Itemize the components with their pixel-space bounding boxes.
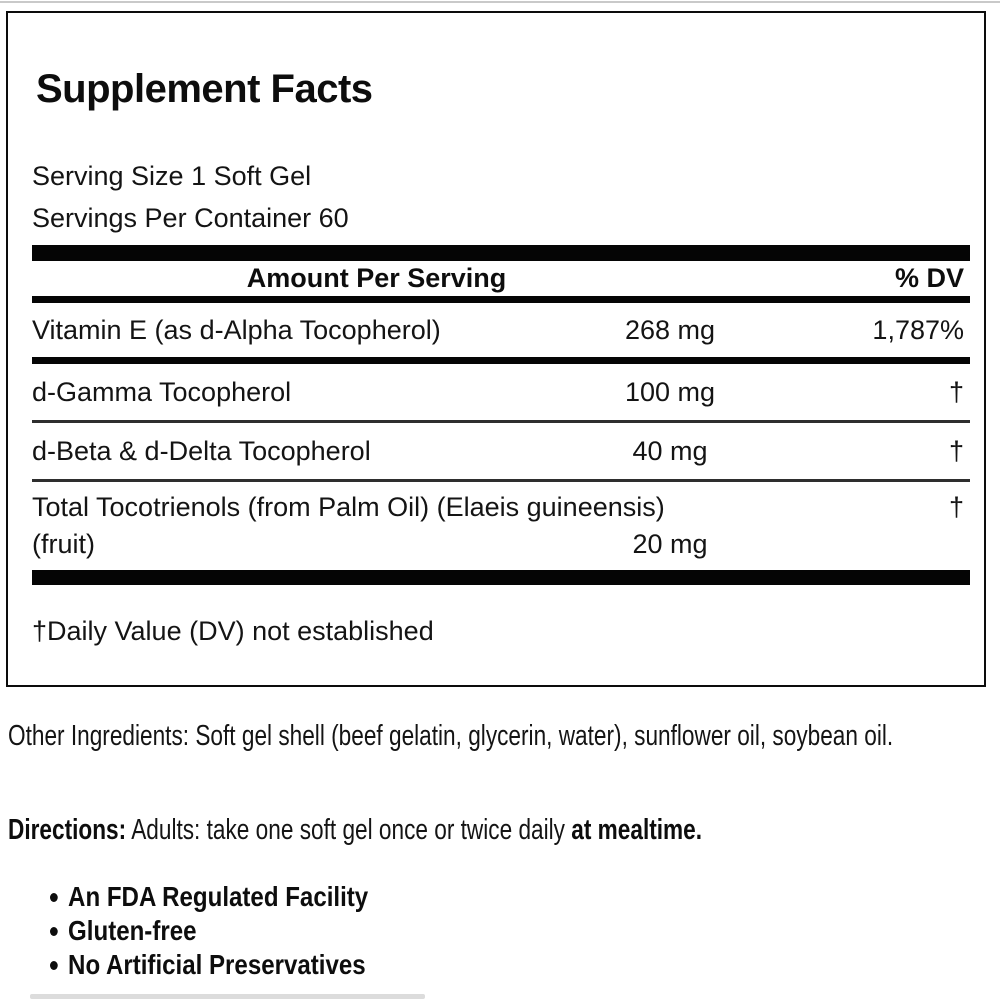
nutrient-row-beta-delta-tocopherol <box>32 423 970 479</box>
nutrient-amount: 40 mg <box>632 436 708 466</box>
separator-bar-medium <box>32 357 970 364</box>
directions-text <box>8 813 975 848</box>
daily-value-footnote: †Daily Value (DV) not established <box>32 616 434 646</box>
supplement-facts-title: Supplement Facts <box>36 67 373 111</box>
nutrient-amount: 268 mg <box>624 315 716 345</box>
serving-size-text: Serving Size 1 Soft Gel <box>32 161 312 191</box>
nutrient-dv: † <box>948 436 964 466</box>
bullet-dot-icon <box>50 893 58 902</box>
bullet-item-gluten-free <box>50 914 652 948</box>
nutrient-row-gamma-tocopherol <box>32 364 970 420</box>
nutrient-amount: 100 mg <box>624 377 716 407</box>
nutrient-name: d-Beta & d-Delta Tocopherol <box>32 436 371 466</box>
nutrient-dv: † <box>948 377 964 407</box>
bullet-item-label: Gluten-free <box>68 915 197 946</box>
nutrient-row-vitamin-e <box>32 303 970 357</box>
bullet-dot-icon <box>50 927 58 936</box>
directions-label: Directions: <box>8 814 127 846</box>
separator-bar-bottom <box>32 570 970 585</box>
nutrient-dv: † <box>948 492 964 522</box>
separator-bar-under-header <box>32 296 970 303</box>
nutrient-name: d-Gamma Tocopherol <box>32 377 292 407</box>
other-ingredients-text: Other Ingredients: Soft gel shell (beef gelatin, glycerin, water), sunflower oil, soybean oil. <box>8 720 894 752</box>
benefit-bullet-list <box>50 880 652 982</box>
separator-bar-top <box>32 245 970 261</box>
photo-bottom-edge <box>30 994 425 999</box>
bullet-dot-icon <box>50 961 58 970</box>
nutrient-name: Total Tocotrienols (from Palm Oil) (Elaeis guineensis) <box>32 492 665 522</box>
directions-emphasis: at mealtime. <box>571 814 703 846</box>
table-header-row <box>32 261 970 296</box>
percent-dv-header: % DV <box>894 263 964 293</box>
bullet-item-label: An FDA Regulated Facility <box>68 881 369 912</box>
amount-per-serving-header: Amount Per Serving <box>246 263 507 293</box>
supplement-facts-panel <box>6 11 986 687</box>
photo-top-edge <box>0 1 1000 3</box>
nutrient-name-continued: (fruit) <box>32 529 95 559</box>
bullet-item-label: No Artificial Preservatives <box>68 949 366 980</box>
nutrient-amount: 20 mg <box>632 529 708 559</box>
nutrient-row-tocotrienols <box>32 482 970 570</box>
bullet-item-fda-facility <box>50 880 652 914</box>
bullet-item-no-artificial-preservatives <box>50 948 652 982</box>
nutrient-dv: 1,787% <box>872 315 964 345</box>
nutrient-name: Vitamin E (as d-Alpha Tocopherol) <box>32 315 441 345</box>
directions-body: Adults: take one soft gel once or twice daily <box>126 814 572 846</box>
servings-per-container-text: Servings Per Container 60 <box>32 203 349 233</box>
dv-column-spacer <box>785 528 970 561</box>
